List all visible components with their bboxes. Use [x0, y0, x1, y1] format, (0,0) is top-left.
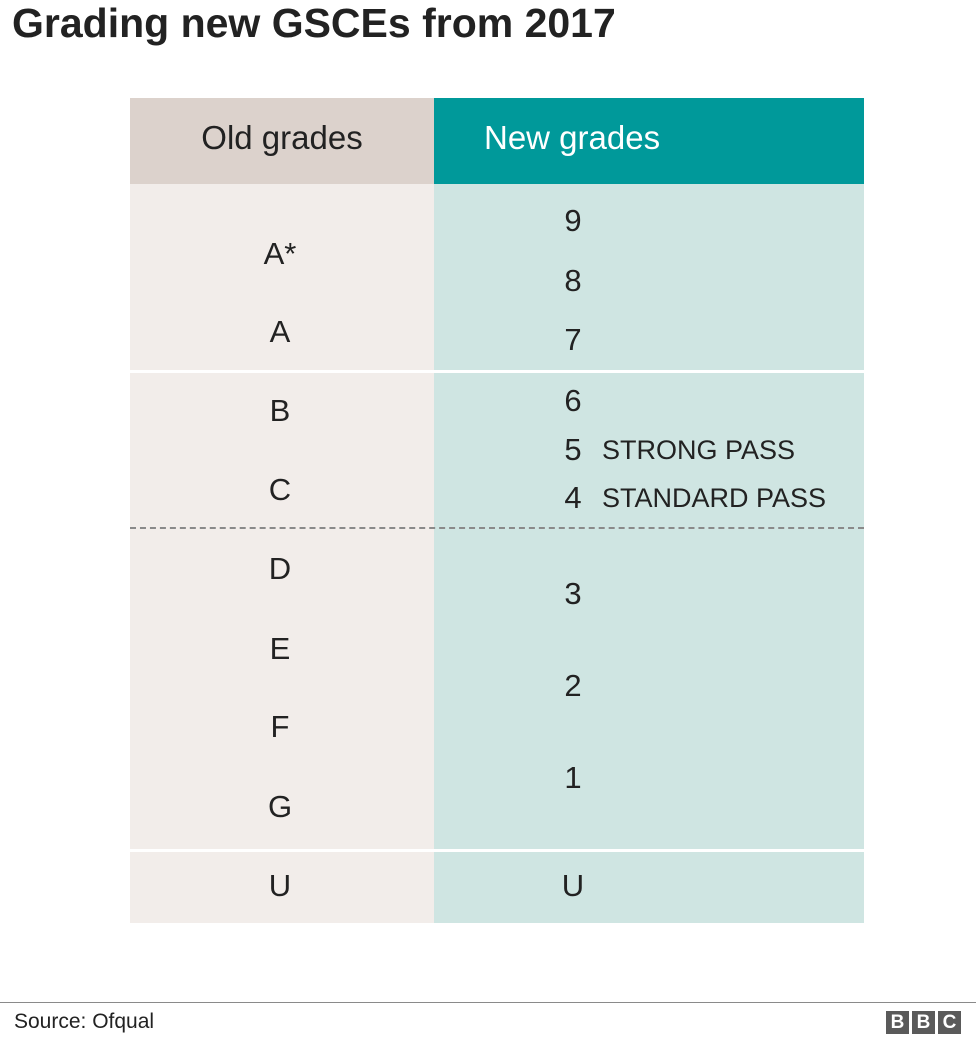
new-grade-1: 1: [564, 760, 582, 795]
old-grade-f: F: [270, 709, 290, 744]
pass-threshold-divider: [130, 527, 864, 529]
old-grade-a: A: [269, 314, 291, 349]
row-divider: [130, 849, 864, 852]
new-grade-2: 2: [564, 668, 582, 703]
new-grades-header: [434, 98, 864, 184]
old-grade-g: G: [267, 789, 293, 824]
old-grades-header: [130, 98, 434, 184]
old-grade-u: U: [268, 868, 292, 903]
old-grade-d: D: [268, 551, 292, 586]
new-grades-column: [434, 184, 864, 923]
strong-pass-label: STRONG PASS: [602, 435, 796, 465]
source-note: Source: Ofqual: [14, 1010, 155, 1033]
grade-comparison-table: [130, 98, 864, 923]
bbc-logo-letter: B: [912, 1011, 935, 1034]
bbc-logo-letter: B: [886, 1011, 909, 1034]
footer-divider: [0, 1002, 976, 1003]
new-grades-header-label: New grades: [484, 119, 661, 156]
standard-pass-label: STANDARD PASS: [602, 483, 827, 513]
new-grade-9: 9: [564, 203, 582, 238]
old-grades-header-label: Old grades: [201, 119, 363, 156]
new-grade-5: 5: [564, 432, 582, 467]
new-grade-4: 4: [564, 480, 582, 515]
page-title: Grading new GSCEs from 2017: [12, 0, 616, 46]
row-divider: [130, 370, 864, 373]
bbc-logo: [886, 1011, 961, 1034]
old-grade-c: C: [268, 472, 292, 507]
new-grade-3: 3: [564, 576, 582, 611]
new-grade-u: U: [561, 868, 585, 903]
old-grade-a-star: A*: [263, 236, 297, 271]
new-grade-6: 6: [564, 383, 582, 418]
old-grade-b: B: [269, 393, 291, 428]
old-grade-e: E: [269, 631, 291, 666]
bbc-logo-letter: C: [938, 1011, 961, 1034]
new-grade-8: 8: [564, 263, 582, 298]
new-grade-7: 7: [564, 322, 582, 357]
